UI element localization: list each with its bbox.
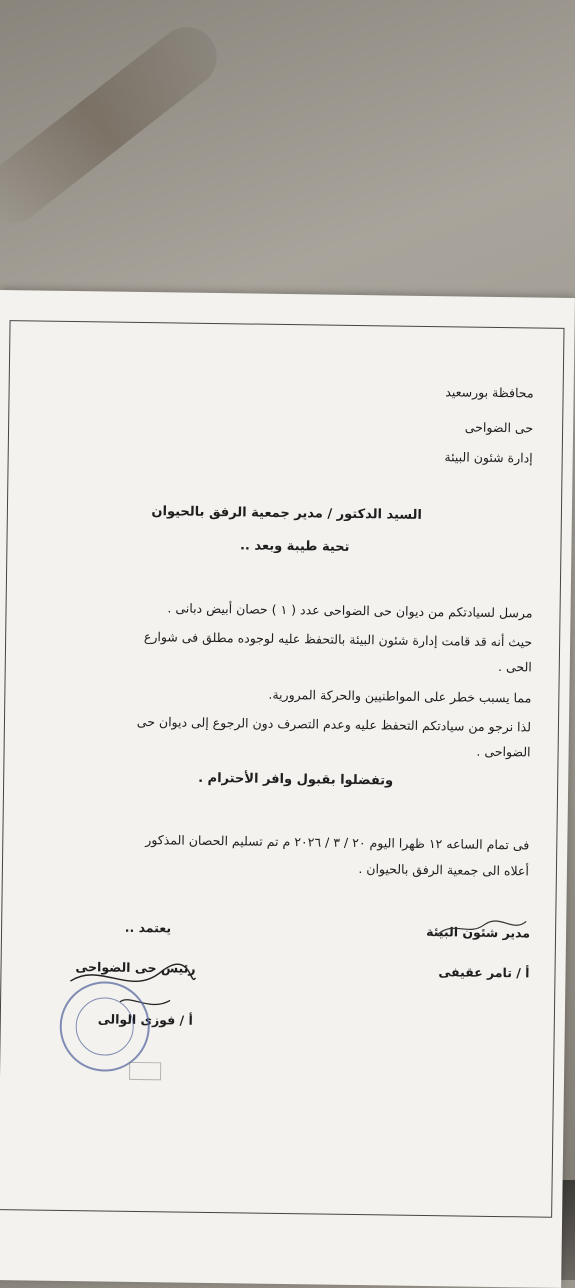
left-signatory-name: أ / فوزى الوالى bbox=[97, 1011, 193, 1028]
body-line-6: الضواحى . bbox=[476, 743, 531, 760]
closing: وتفضلوا بقبول وافر الأحترام . bbox=[198, 770, 394, 789]
body-line-1: مرسل لسيادتكم من ديوان حى الضواحى عدد ( ١ ) حصان أبيض دبانى . bbox=[167, 600, 533, 621]
right-signatory-title: مدير شئون البيئة bbox=[426, 924, 531, 941]
official-seal-inner-ring bbox=[75, 997, 134, 1056]
header-governorate: محافظة بورسعيد bbox=[445, 384, 534, 401]
delivery-line-2: أعلاه الى جمعية الرفق بالحيوان . bbox=[358, 861, 530, 879]
body-line-5: لذا نرجو من سيادتكم التحفظ عليه وعدم التصرف دون الرجوع إلى ديوان حى bbox=[136, 713, 532, 735]
header-district: حى الضواحى bbox=[464, 419, 534, 436]
header-department: إدارة شئون البيئة bbox=[444, 449, 533, 466]
left-signatory-title: رئيس حى الضواحى bbox=[75, 959, 196, 976]
background-shape bbox=[0, 15, 229, 235]
addressee: السيد الدكتور / مدير جمعية الرفق بالحيوان bbox=[151, 504, 422, 523]
greeting: تحية طيبة وبعد .. bbox=[239, 538, 350, 555]
right-signature-mark bbox=[434, 914, 530, 941]
right-signatory-name: أ / تامر عقيفى bbox=[438, 964, 530, 981]
small-stamp-mark bbox=[129, 1062, 161, 1080]
letter-paper bbox=[0, 290, 575, 1288]
body-line-2: حيث أنه قد قامت إدارة شئون البيئة بالتحفظ عليه لوجوده مطلق فى شوارع bbox=[143, 629, 533, 650]
body-line-4: مما يسبب خطر على المواطنيين والحركة المرورية. bbox=[268, 686, 532, 706]
body-line-3: الحى . bbox=[497, 658, 532, 675]
approval-label: يعتمد .. bbox=[124, 919, 172, 936]
delivery-line-1: فى تمام الساعه ١٢ ظهرا اليوم ٢٠ / ٣ / ٢٠٢٦ م تم تسليم الحصان المذكور bbox=[145, 832, 530, 853]
